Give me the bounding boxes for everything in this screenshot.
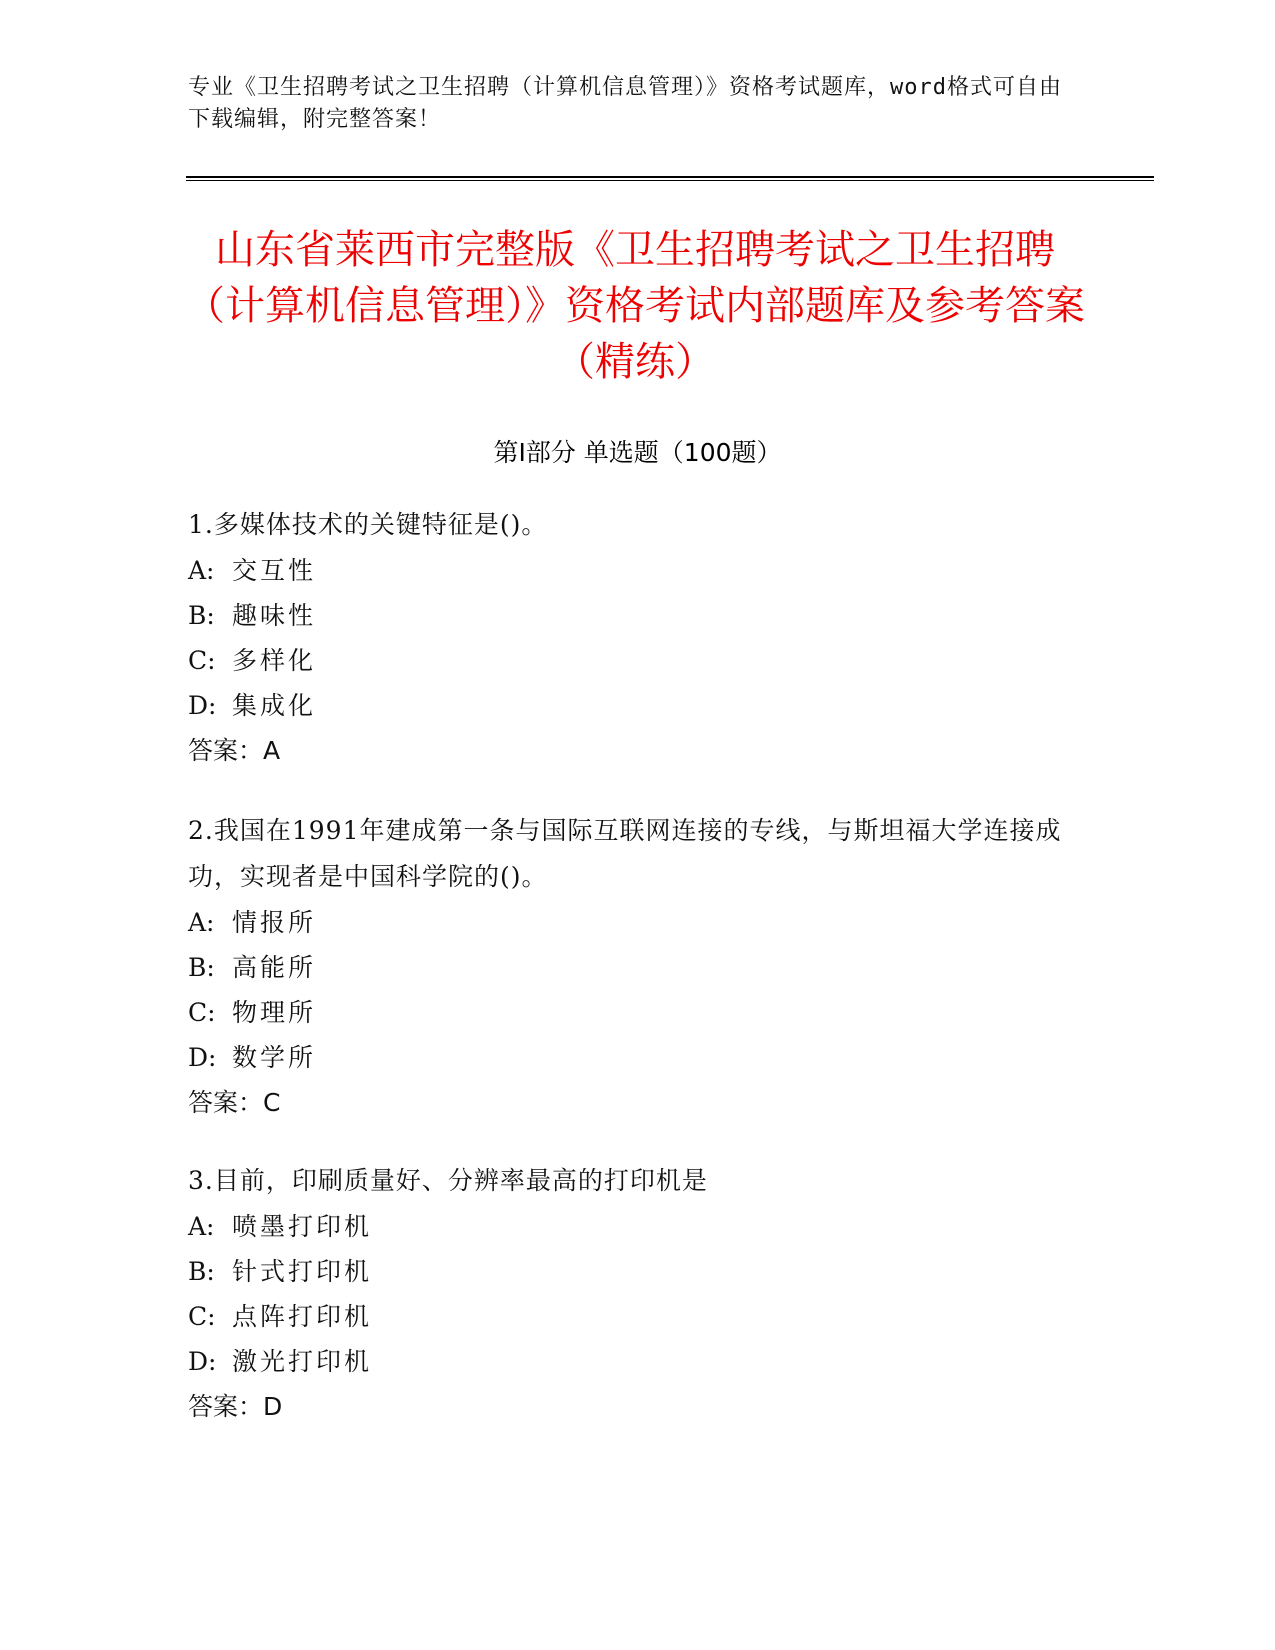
option-key: D:	[188, 1347, 217, 1376]
question-stem: 2.我国在1991年建成第一条与国际互联网连接的专线，与斯坦福大学连接成功，实现者是中国科学院的()。	[188, 816, 1062, 891]
section-heading: 第I部分 单选题（100题）	[493, 438, 782, 467]
question-2	[188, 808, 1068, 1126]
option-key: A:	[188, 1212, 215, 1241]
option-key: C:	[188, 1302, 216, 1331]
option-a	[188, 900, 1068, 945]
question-3	[188, 1158, 1068, 1430]
option-b	[188, 1249, 1068, 1294]
option-c	[188, 1294, 1068, 1339]
option-b	[188, 593, 1068, 638]
option-key: B:	[188, 601, 215, 630]
option-key: A:	[188, 908, 215, 937]
option-key: D:	[188, 691, 217, 720]
question-stem: 3.目前，印刷质量好、分辨率最高的打印机是	[188, 1166, 708, 1195]
option-d	[188, 683, 1068, 728]
option-c	[188, 990, 1068, 1035]
option-text: 多样化	[232, 646, 317, 675]
question-stem: 1.多媒体技术的关键特征是()。	[188, 510, 548, 539]
option-a	[188, 548, 1068, 593]
option-d	[188, 1035, 1068, 1080]
option-b	[188, 945, 1068, 990]
option-key: D:	[188, 1043, 217, 1072]
option-a	[188, 1204, 1068, 1249]
option-c	[188, 638, 1068, 683]
option-text: 喷墨打印机	[232, 1212, 373, 1241]
document-title: 山东省莱西市完整版《卫生招聘考试之卫生招聘（计算机信息管理）》资格考试内部题库及参考答案（精练）	[185, 227, 1085, 385]
question-1	[188, 502, 1068, 774]
option-text: 数学所	[232, 1043, 317, 1072]
option-text: 集成化	[232, 691, 317, 720]
answer-line: 答案：C	[188, 1088, 281, 1117]
option-key: B:	[188, 1257, 215, 1286]
header-note: 专业《卫生招聘考试之卫生招聘（计算机信息管理）》资格考试题库，word格式可自由下载编辑，附完整答案！	[188, 75, 1062, 132]
option-text: 交互性	[232, 556, 317, 585]
option-text: 点阵打印机	[232, 1302, 373, 1331]
header-divider	[186, 176, 1154, 181]
option-text: 趣味性	[232, 601, 317, 630]
option-key: A:	[188, 556, 215, 585]
option-d	[188, 1339, 1068, 1384]
option-key: B:	[188, 953, 215, 982]
option-key: C:	[188, 646, 216, 675]
answer-line: 答案：D	[188, 1392, 283, 1421]
option-text: 情报所	[232, 908, 317, 937]
option-text: 针式打印机	[232, 1257, 373, 1286]
answer-line: 答案：A	[188, 736, 281, 765]
option-key: C:	[188, 998, 216, 1027]
option-text: 高能所	[232, 953, 317, 982]
option-text: 激光打印机	[232, 1347, 373, 1376]
option-text: 物理所	[232, 998, 317, 1027]
